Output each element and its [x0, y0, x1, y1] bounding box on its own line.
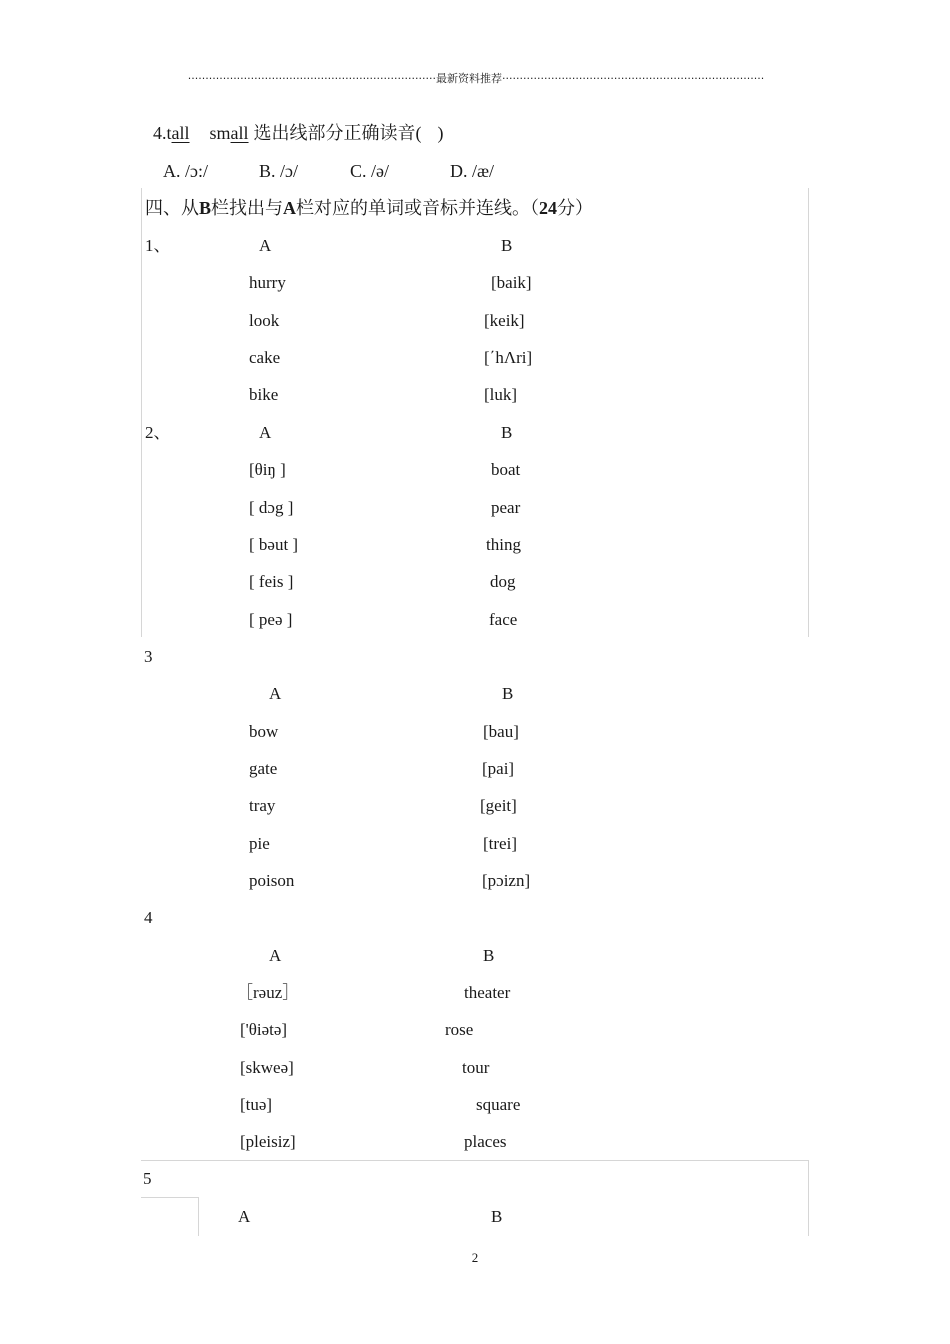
group-3-row-2-a: gate: [249, 759, 278, 778]
group-4-row-3-b: tour: [462, 1058, 490, 1077]
group-2-row-1-a: [θiŋ ]: [249, 460, 286, 479]
group-2-row-2-a: [ dɔg ]: [249, 498, 294, 517]
page-header: [170, 72, 782, 86]
group-4-header-a: A: [269, 946, 282, 965]
group-3-row-3-a: tray: [249, 796, 276, 815]
answer-blank-close: ): [437, 123, 444, 143]
group-4-header-b: B: [483, 946, 495, 965]
group-1-row-2-a: look: [249, 311, 280, 330]
section-heading: [145, 197, 593, 219]
group-2-row-5-a: [ peə ]: [249, 610, 293, 629]
word-small-underlined: all: [230, 123, 249, 143]
group-4-row-1-b: theater: [464, 983, 511, 1002]
group-2-row-4-b: dog: [490, 572, 516, 591]
question-number: 4.: [153, 123, 167, 143]
group-3-header-b: B: [502, 684, 514, 703]
group-2-number: 2、: [145, 423, 171, 442]
header-title: 最新资料推荐: [436, 72, 502, 85]
section-text-4: 分）: [557, 198, 594, 218]
group-5-header-a: A: [238, 1207, 251, 1226]
group-3-header-a: A: [269, 684, 282, 703]
group-1-row-3-a: cake: [249, 348, 281, 367]
group-4-row-2-b: rose: [445, 1020, 474, 1039]
question-4: [153, 122, 444, 144]
group-1-row-3-b: [΄hΛri]: [484, 348, 533, 367]
group-4-row-3-a: [skweə]: [240, 1058, 294, 1077]
group-4-row-5-a: [pleisiz]: [240, 1132, 296, 1151]
word-tall-underlined: all: [171, 123, 190, 143]
section-text-1: 四、从: [145, 198, 199, 218]
section-bold-b: B: [199, 198, 212, 218]
group-3-row-2-b: [pai]: [482, 759, 515, 778]
group-3-row-5-a: poison: [249, 871, 295, 890]
section-text-3: 栏对应的单词或音标并连线。（: [296, 198, 540, 218]
option-b: B. /ɔ/: [259, 161, 298, 181]
group-2-row-5-b: face: [489, 610, 518, 629]
group-2-row-4-a: [ feis ]: [249, 572, 294, 591]
group-4-number: 4: [144, 908, 153, 927]
group-1-row-2-b: [keik]: [484, 311, 525, 330]
section-score: 24: [539, 198, 558, 218]
group-3-row-3-b: [geit]: [480, 796, 517, 815]
header-dots-right: ···········································································: [502, 72, 765, 85]
word-tall-prefix: t: [166, 123, 172, 143]
table-border-left: [141, 188, 142, 637]
word-small-prefix: sm: [209, 123, 231, 143]
section-text-2: 栏找出与: [211, 198, 284, 218]
group-2-row-2-b: pear: [491, 498, 521, 517]
group-3-number: 3: [144, 647, 153, 666]
group-2-header-a: A: [259, 423, 272, 442]
group-3-row-5-b: [pɔizn]: [482, 871, 531, 890]
question-prompt: 选出线部分正确读音(: [253, 123, 422, 143]
group-3-row-1-b: [bau]: [483, 722, 519, 741]
group-4-row-2-a: ['θiətə]: [240, 1020, 288, 1039]
group-5-number: 5: [143, 1169, 152, 1188]
group-1-row-4-a: bike: [249, 385, 279, 404]
table-cell-line-5: [141, 1197, 199, 1198]
header-dots-left: ·······································································: [187, 72, 436, 85]
group-2-row-3-a: [ bəut ]: [249, 535, 299, 554]
page-number: 2: [471, 1250, 479, 1265]
group-3-row-1-a: bow: [249, 722, 279, 741]
table-border-right: [808, 188, 809, 637]
group-2-header-b: B: [501, 423, 513, 442]
table-border-right-5: [808, 1160, 809, 1236]
group-2-row-1-b: boat: [491, 460, 521, 479]
option-c: C. /ə/: [350, 161, 389, 181]
group-1-row-1-b: [baik]: [491, 273, 532, 292]
group-4-row-4-b: square: [476, 1095, 521, 1114]
group-1-row-1-a: hurry: [249, 273, 286, 292]
section-bold-a: A: [283, 198, 297, 218]
group-3-row-4-b: [trei]: [483, 834, 517, 853]
group-5-header-b: B: [491, 1207, 503, 1226]
option-d: D. /æ/: [450, 161, 495, 181]
option-a: A. /ɔ:/: [163, 161, 208, 181]
table-cell-border-5: [198, 1197, 199, 1236]
group-1-number: 1、: [145, 236, 171, 255]
group-1-header-b: B: [501, 236, 513, 255]
group-3-row-4-a: pie: [249, 834, 270, 853]
group-4-row-4-a: [tuə]: [240, 1095, 273, 1114]
group-1-row-4-b: [luk]: [484, 385, 518, 404]
group-4-row-1-a: ［rəuz］: [236, 983, 300, 1002]
group-1-header-a: A: [259, 236, 272, 255]
group-4-row-5-b: places: [464, 1132, 507, 1151]
group-2-row-3-b: thing: [486, 535, 521, 554]
table-border-top-5: [141, 1160, 808, 1161]
